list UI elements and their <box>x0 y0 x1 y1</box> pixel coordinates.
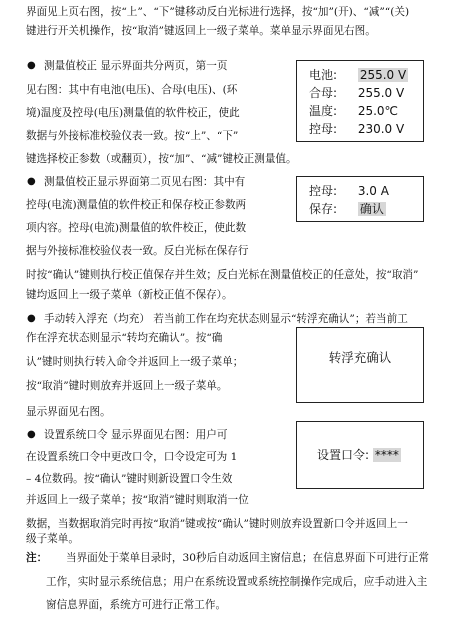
sec3-line-5: 显示界面见右图。 <box>26 406 111 418</box>
calibration-screen-page2 <box>296 176 424 222</box>
calib-value-selected: 确认 <box>359 202 384 216</box>
sec4-line-6: 级子菜单。 <box>26 533 79 545</box>
sec4-line-5: 数据，当数据取消完时再按“取消”键或按“确认”键时则放弃设置新口令并返回上一 <box>26 518 408 530</box>
calib-row-control-bus <box>309 120 404 137</box>
calib-row-bus <box>309 84 404 101</box>
sec1-line-2: 见右图：其中有电池(电压)、合母(电压)、(环 <box>26 84 238 96</box>
bullet-icon: ● <box>27 60 36 71</box>
calib-row-save <box>309 200 386 217</box>
sec3-line-1: 手动转入浮充（均充） 若当前工作在均充状态则显示“转浮充确认”；若当前工 <box>44 313 408 325</box>
note-heading: 注： <box>26 552 48 564</box>
calib-value: 230.0 V <box>357 122 405 136</box>
password-row <box>317 446 401 463</box>
calibration-screen-page1 <box>296 60 424 142</box>
sec4-line-4: 并返回上一级子菜单；按“取消”键时则取消一位 <box>26 494 249 506</box>
bullet-icon: ● <box>27 313 36 324</box>
sec3-line-3: 认”键时则执行转入命令并返回上一级子菜单； <box>26 356 244 368</box>
calib-label: 合母: <box>309 86 338 100</box>
sec1-line-1: 测量值校正 显示界面共分两页，第一页 <box>44 60 228 72</box>
note-line-2: 工作，实时显示系统信息；用户在系统设置或系统控制操作完成后，应手动进入主 <box>46 576 428 588</box>
calib-label: 温度: <box>309 104 338 118</box>
sec4-line-2: 在设置系统口令中更改口令，口令设定可为 1 <box>26 451 238 463</box>
sec2-line-4: 据与外接标准校验仪表一致。反白光标在保存行 <box>26 245 249 257</box>
sec3-line-4: 按“取消”键时则放弃并返回上一级子菜单。 <box>26 380 228 392</box>
float-charge-confirm-screen <box>296 327 424 403</box>
calib-label: 保存: <box>309 202 338 216</box>
sec1-line-3: 境)温度及控母(电压)测量值的软件校正，使此 <box>26 107 240 119</box>
bullet-icon: ● <box>27 176 36 187</box>
sec4-line-3: – 4位数码。按“确认”键时则新设置口令生效 <box>26 473 233 485</box>
confirm-text: 转浮充确认 <box>328 350 392 365</box>
intro-line-1: 界面见上页右图，按“上”、“下”键移动反白光标进行选择，按“加”(开)、“减”“(关) <box>26 6 410 18</box>
sec2-line-1: 测量值校正显示界面第二页见右图：其中有 <box>44 176 246 188</box>
password-setting-screen <box>296 421 424 489</box>
sec2-line-6: 键均返回上一级子菜单（新校正值不保存）。 <box>26 289 233 301</box>
calib-label: 控母: <box>309 122 338 136</box>
calib-value: 25.0℃ <box>357 104 399 118</box>
password-value: **** <box>374 448 399 462</box>
note-line-3: 窗信息界面，系统方可进行正常工作。 <box>46 599 227 611</box>
sec3-line-2: 作在浮充状态则显示“转均充确认”。按“确 <box>26 332 223 344</box>
calib-label: 电池: <box>309 68 338 82</box>
note-line-1: 当界面处于菜单目录时，30秒后自动返回主窗信息；在信息界面下可进行正常 <box>66 552 430 564</box>
sec2-line-3: 项内容。控母(电流)测量值的软件校正，使此数 <box>26 222 247 234</box>
sec2-line-5: 时按“确认”键则执行校正值保存并生效；反白光标在测量值校正的任意处，按“取消” <box>26 269 419 281</box>
intro-line-2: 键进行开关机操作，按“取消”键返回上一级子菜单。菜单显示界面见右图。 <box>26 25 376 37</box>
calib-value: 255.0 V <box>357 86 405 100</box>
password-label: 设置口令: <box>317 448 370 462</box>
sec1-line-5: 键选择校正参数（或翻页），按“加”、“减”键校正测量值。 <box>26 153 297 165</box>
bullet-icon: ● <box>27 429 36 440</box>
calib-row-battery <box>309 66 408 83</box>
calib-row-control-current <box>309 182 389 199</box>
sec2-line-2: 控母(电流)测量值的软件校正和保存校正参数两 <box>26 199 247 211</box>
calib-row-temperature <box>309 102 398 119</box>
sec4-line-1: 设置系统口令 显示界面见右图：用户可 <box>44 429 228 441</box>
sec1-line-4: 数据与外接标准校验仪表一致。按“上”、“下” <box>26 130 239 142</box>
calib-value: 3.0 A <box>357 184 389 198</box>
calib-value-selected: 255.0 V <box>359 68 407 82</box>
calib-label: 控母: <box>309 184 338 198</box>
